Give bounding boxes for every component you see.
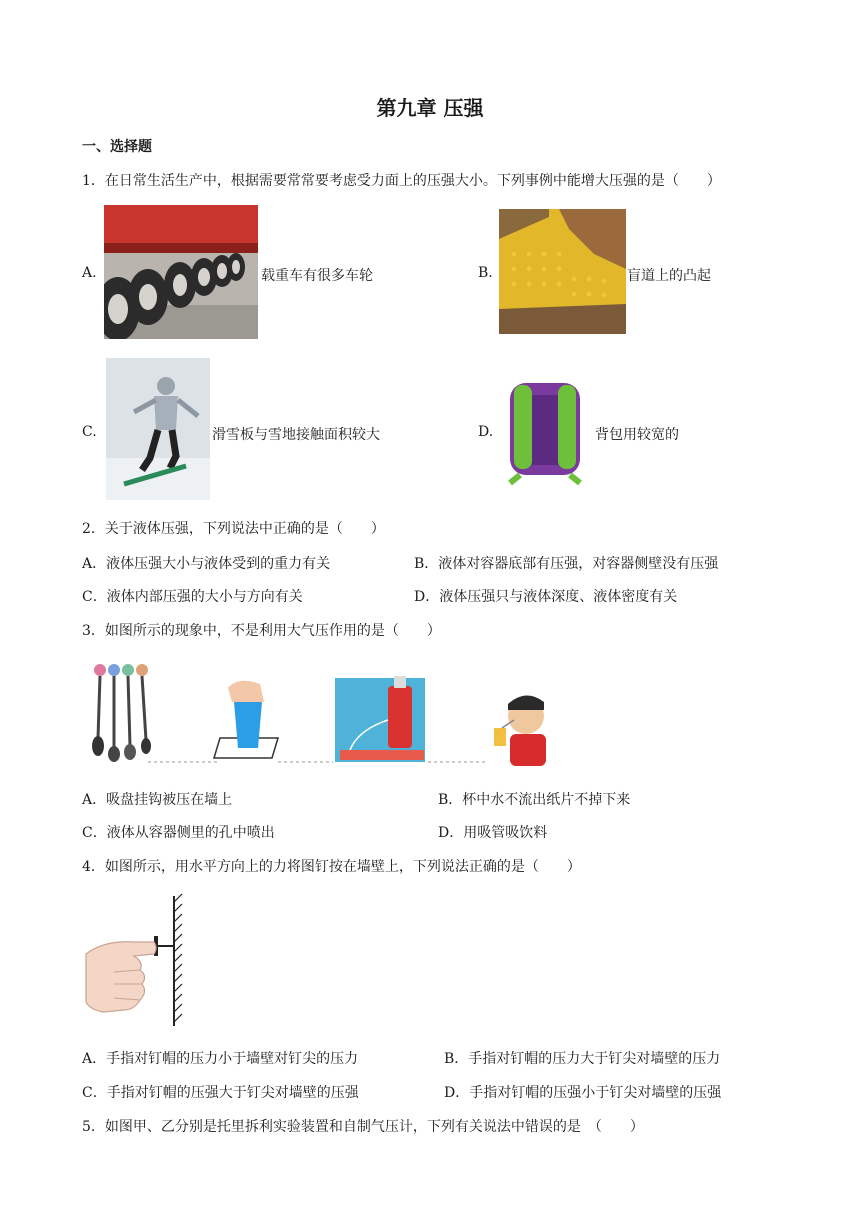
q4-option-d: D．手指对钉帽的压强小于钉尖对墙壁的压强 bbox=[444, 1085, 722, 1101]
q3-option-b: B．杯中水不流出纸片不掉下来 bbox=[438, 792, 631, 808]
q1-option-a-letter: A. bbox=[82, 265, 97, 281]
q4-option-c: C．手指对钉帽的压强大于钉尖对墙壁的压强 bbox=[82, 1085, 359, 1101]
thumbtack-wall-figure bbox=[84, 892, 194, 1032]
atmospheric-pressure-figures bbox=[88, 658, 554, 768]
q1-option-d-text: 背包用较宽的 bbox=[595, 427, 679, 443]
q2-option-d: D．液体压强只与液体深度、液体密度有关 bbox=[414, 589, 678, 605]
section-heading: 一、选择题 bbox=[82, 139, 152, 155]
backpack-photo bbox=[500, 375, 590, 487]
q5-stem: 5．如图甲、乙分别是托里拆利实验装置和自制气压计，下列有关说法中错误的是 （ ） bbox=[82, 1119, 644, 1135]
q3-option-a: A．吸盘挂钩被压在墙上 bbox=[82, 792, 233, 808]
q4-stem: 4．如图所示，用水平方向上的力将图钉按在墙壁上，下列说法正确的是（ ） bbox=[82, 859, 581, 875]
q1-option-c-letter: C. bbox=[82, 424, 97, 440]
q1-option-d-letter: D. bbox=[478, 424, 494, 440]
q4-option-b: B．手指对钉帽的压力大于钉尖对墙壁的压力 bbox=[444, 1051, 721, 1067]
q3-stem: 3．如图所示的现象中，不是利用大气压作用的是（ ） bbox=[82, 623, 441, 639]
q3-option-c: C．液体从容器侧里的孔中喷出 bbox=[82, 825, 275, 841]
q1-option-a-text: 载重车有很多车轮 bbox=[261, 268, 373, 284]
q1-option-b-text: 盲道上的凸起 bbox=[627, 268, 711, 284]
cup-paper-figure bbox=[214, 681, 278, 758]
tactile-paving-photo bbox=[499, 209, 626, 334]
q1-option-b-letter: B. bbox=[478, 265, 493, 281]
page-title: 第九章 压强 bbox=[376, 96, 484, 120]
drinking-straw-figure bbox=[494, 695, 546, 766]
snowboarder-photo bbox=[106, 358, 210, 500]
q2-option-b: B．液体对容器底部有压强，对容器侧壁没有压强 bbox=[414, 556, 719, 572]
q2-stem: 2．关于液体压强，下列说法中正确的是（ ） bbox=[82, 521, 385, 537]
q1-stem: 1．在日常生活生产中，根据需要常常要考虑受力面上的压强大小。下列事例中能增大压强的是（ ） bbox=[82, 173, 721, 189]
q2-option-c: C．液体内部压强的大小与方向有关 bbox=[82, 589, 303, 605]
q2-option-a: A．液体压强大小与液体受到的重力有关 bbox=[82, 556, 331, 572]
truck-wheels-photo bbox=[104, 205, 258, 339]
bottle-spray-figure bbox=[335, 676, 425, 762]
suction-hook-figure bbox=[92, 664, 151, 762]
q1-option-c-text: 滑雪板与雪地接触面积较大 bbox=[212, 427, 380, 443]
q4-option-a: A．手指对钉帽的压力小于墙壁对钉尖的压力 bbox=[82, 1051, 359, 1067]
q3-option-d: D．用吸管吸饮料 bbox=[438, 825, 548, 841]
